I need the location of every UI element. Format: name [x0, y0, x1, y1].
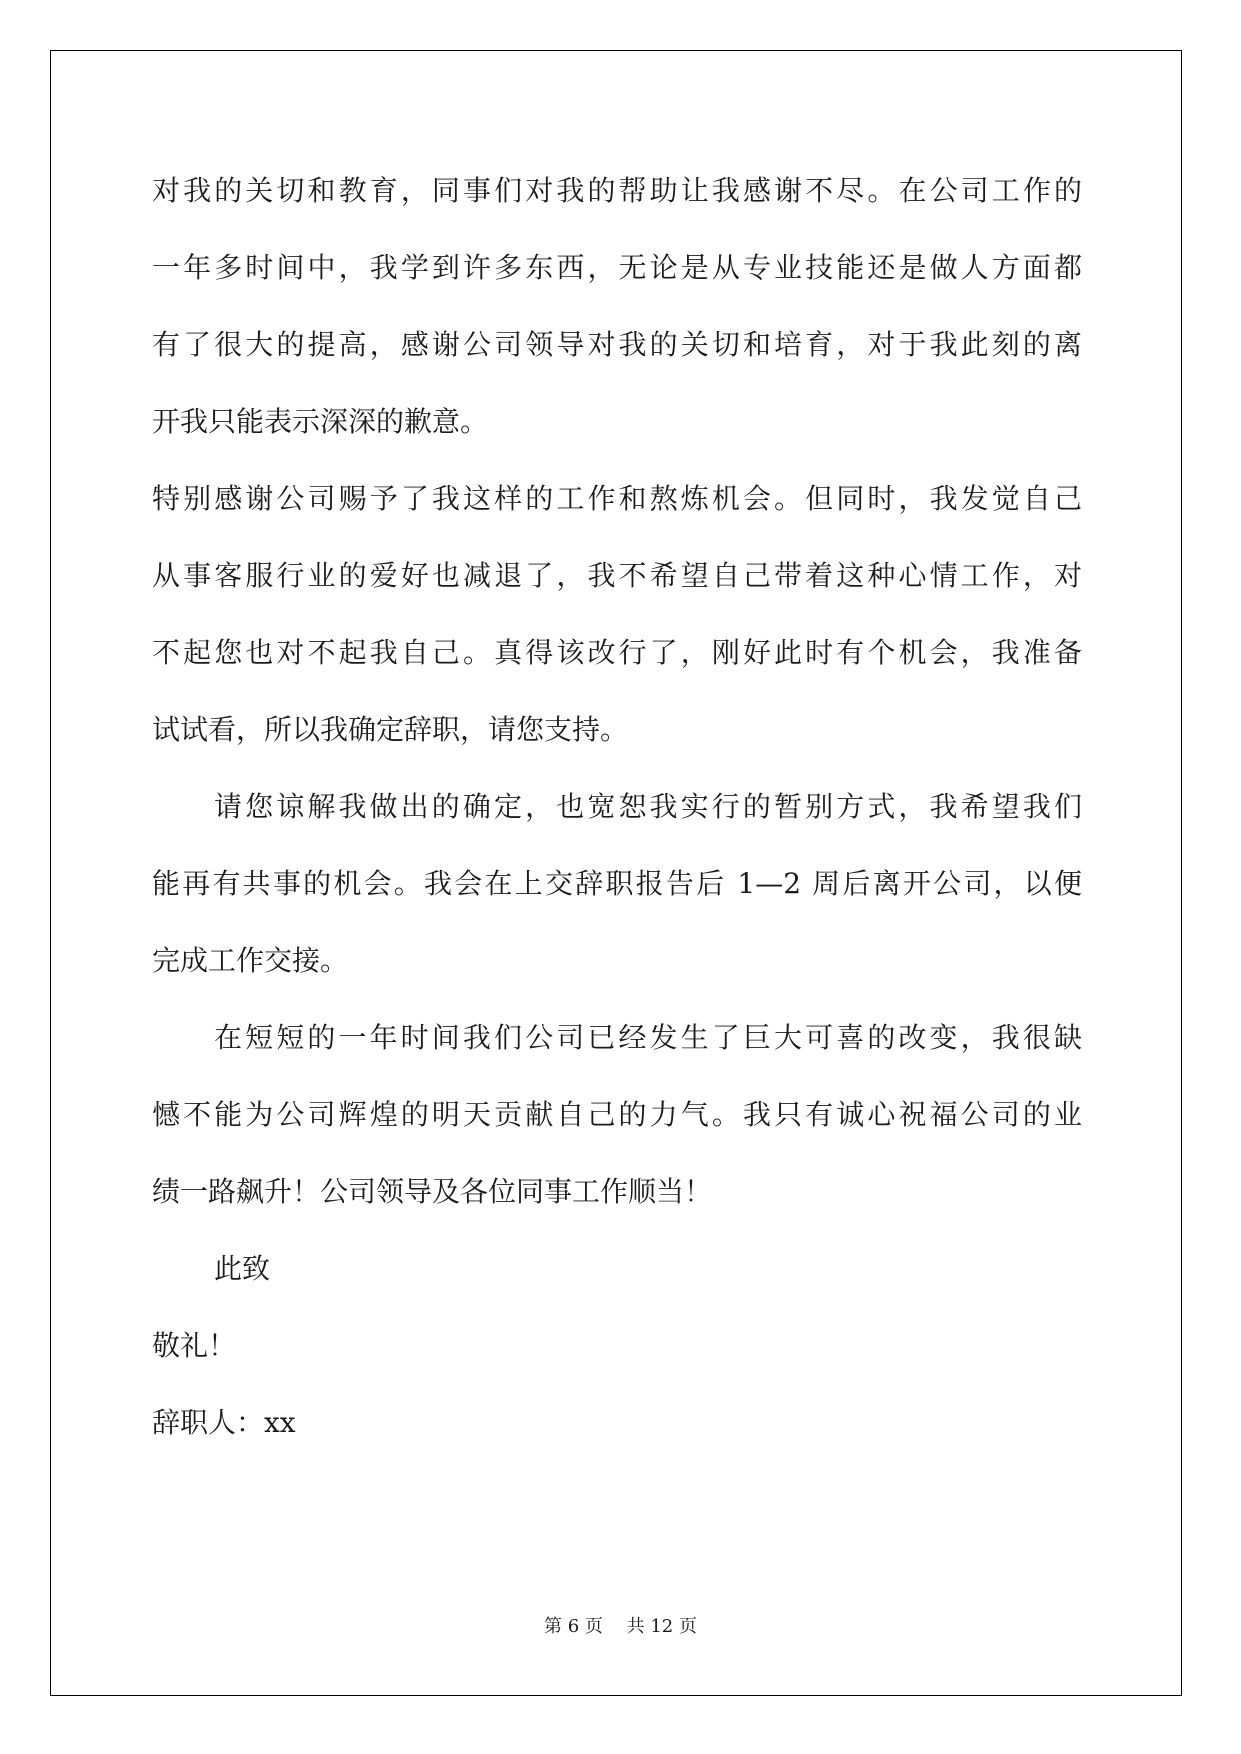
- page-number: 第 6 页 共 12 页: [544, 1616, 697, 1637]
- paragraph-1-line-1: 对我的关切和教育，同事们对我的帮助让我感谢不尽。在公司工作的: [152, 174, 1082, 207]
- paragraph-3-line-3: 完成工作交接。: [152, 944, 349, 977]
- signature: 辞职人：xx: [152, 1406, 296, 1439]
- paragraph-1-line-3: 有了很大的提高，感谢公司领导对我的关切和培育，对于我此刻的离: [152, 328, 1082, 361]
- paragraph-3-line-1: 请您谅解我做出的确定，也宽恕我实行的暂别方式，我希望我们: [214, 790, 1082, 823]
- paragraph-4-line-3: 绩一路飙升！公司领导及各位同事工作顺当！: [152, 1175, 713, 1208]
- paragraph-2-line-2: 从事客服行业的爱好也减退了，我不希望自己带着这种心情工作，对: [152, 559, 1082, 592]
- paragraph-1-line-4: 开我只能表示深深的歉意。: [152, 405, 489, 438]
- paragraph-3-line-2: 能再有共事的机会。我会在上交辞职报告后 1—2 周后离开公司，以便: [152, 867, 1082, 900]
- paragraph-2-line-1: 特别感谢公司赐予了我这样的工作和熬炼机会。但同时，我发觉自己: [152, 482, 1082, 515]
- letter-body: [152, 156, 1082, 1465]
- paragraph-4-line-2: 憾不能为公司辉煌的明天贡献自己的力气。我只有诚心祝福公司的业: [152, 1098, 1082, 1131]
- paragraph-4-line-1: 在短短的一年时间我们公司已经发生了巨大可喜的改变，我很缺: [214, 1021, 1082, 1054]
- closing-salutation: 此致: [214, 1252, 271, 1285]
- closing-regards: 敬礼！: [152, 1329, 237, 1362]
- paragraph-1-line-2: 一年多时间中，我学到许多东西，无论是从专业技能还是做人方面都: [152, 251, 1082, 284]
- paragraph-2-line-3: 不起您也对不起我自己。真得该改行了，刚好此时有个机会，我准备: [152, 636, 1082, 669]
- paragraph-2-line-4: 试试看，所以我确定辞职，请您支持。: [152, 713, 629, 746]
